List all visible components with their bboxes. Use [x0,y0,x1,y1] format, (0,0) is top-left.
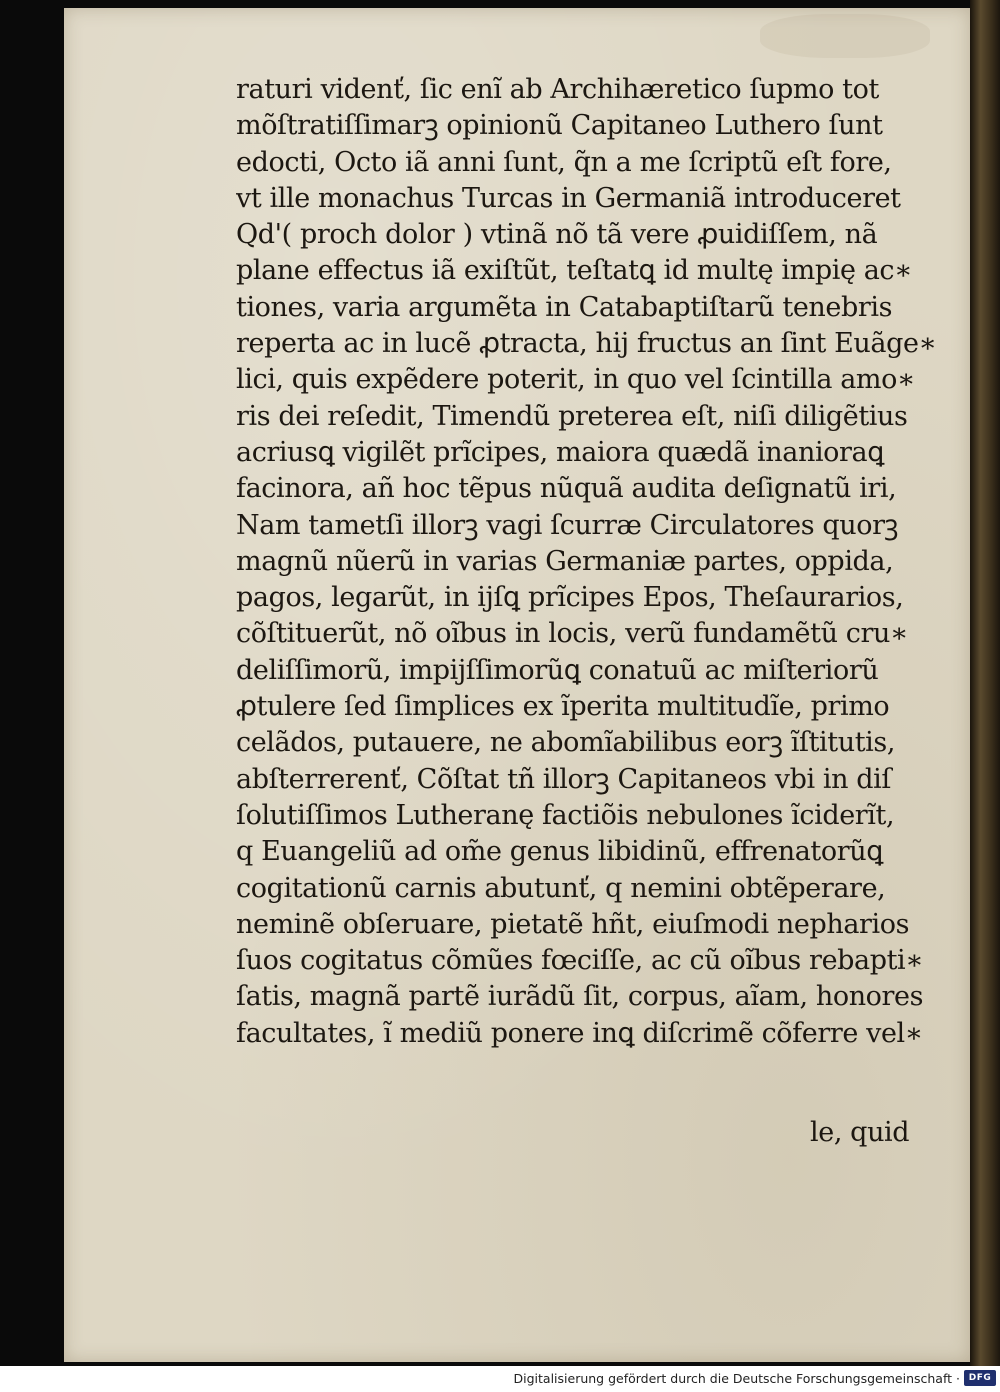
catchword: le, quid [810,1117,910,1148]
text-line: neminẽ obſeruare, pietatẽ hñt, eiuſmodi nepharios [236,908,910,940]
text-line: ris dei reſedit, Timendũ preterea eſt, niſi diligẽtius [236,400,908,432]
text-line: raturi videnť, ſic enĩ ab Archihæretico ſupmo tot [236,74,879,105]
text-line: vt ille monachus Turcas in Germaniã introduceret [236,182,901,214]
text-line: pagos, legarũt, in ijſꝗ prĩcipes Epos, Theſaurarios, [236,582,904,614]
dfg-logo-icon [964,1370,996,1386]
text-line: Nam tametſi illorꝫ vagi ſcurræ Circulatores quorꝫ [236,509,898,541]
digitization-footer [0,1366,1000,1392]
text-line: cõſtituerũt, nõ oĩbus in locis, verũ fundamẽtũ cru∗ [236,618,908,650]
page-stain [760,14,930,58]
text-line: magnũ nũerũ in varias Germaniæ partes, oppida, [236,545,894,577]
book-spine-edge [970,0,1000,1366]
text-line: ſatis, magnã partẽ iurãdũ ſit, corpus, aĩam, honores [236,981,924,1013]
text-line: acriusꝗ vigilẽt prĩcipes, maiora quædã inanioraꝗ [236,436,884,468]
text-line: cogitationũ carnis abutunť, q nemini obtẽperare, [236,872,886,904]
text-line: celãdos, putauere, ne abomĩabilibus eorꝫ ĩſtitutis, [236,727,896,759]
text-line: reperta ac in lucẽ ꝓtracta, hij fructus an ſint Euãge∗ [236,328,937,360]
text-line: abſterrerenť, Cõſtat tñ illorꝫ Capitaneos vbi in diſ [236,763,891,795]
text-line: mõſtratiſſimarꝫ opinionũ Capitaneo Luthero ſunt [236,110,883,142]
footer-credit: Digitalisierung gefördert durch die Deutsche Forschungsgemeinschaft · [513,1371,960,1386]
text-line: plane effectus iã exiſtũt, teſtatꝗ id multę impię ac∗ [236,255,913,287]
text-line: ſuos cogitatus cõmũes fœciſſe, ac cũ oĩbus rebapti∗ [236,945,924,977]
text-line: q Euangeliũ ad om̃e genus libidinũ, effrenatorũꝗ [236,836,883,868]
text-line: deliſſimorũ, impijſſimorũꝗ conatuũ ac miſteriorũ [236,654,879,686]
text-line: facinora, añ hoc tẽpus nũquã audita deſignatũ iri, [236,473,897,505]
text-line: ꝓtulere ſed ſimplices ex ĩperita multitudĩe, primo [236,691,890,723]
page-text-block [236,72,944,1162]
text-line: tiones, varia argumẽta in Catabaptiſtarũ tenebris [236,291,893,323]
dfg-logo-text: DFG [968,1373,992,1383]
text-line: facultates, ĩ mediũ ponere inꝗ diſcrimẽ cõferre vel∗ [236,1017,923,1049]
text-line: lici, quis expẽdere poterit, in quo vel ſcintilla amo∗ [236,364,915,396]
text-line: edocti, Octo iã anni ſunt, q̃n a me ſcriptũ eſt fore, [236,146,892,178]
text-line: ſolutiſſimos Lutheranę factiõis nebulones ĩciderĩt, [236,799,895,831]
text-line: Qd'( proch dolor ) vtinã nõ tã vere ꝓuidiſſem, nã [236,219,878,251]
